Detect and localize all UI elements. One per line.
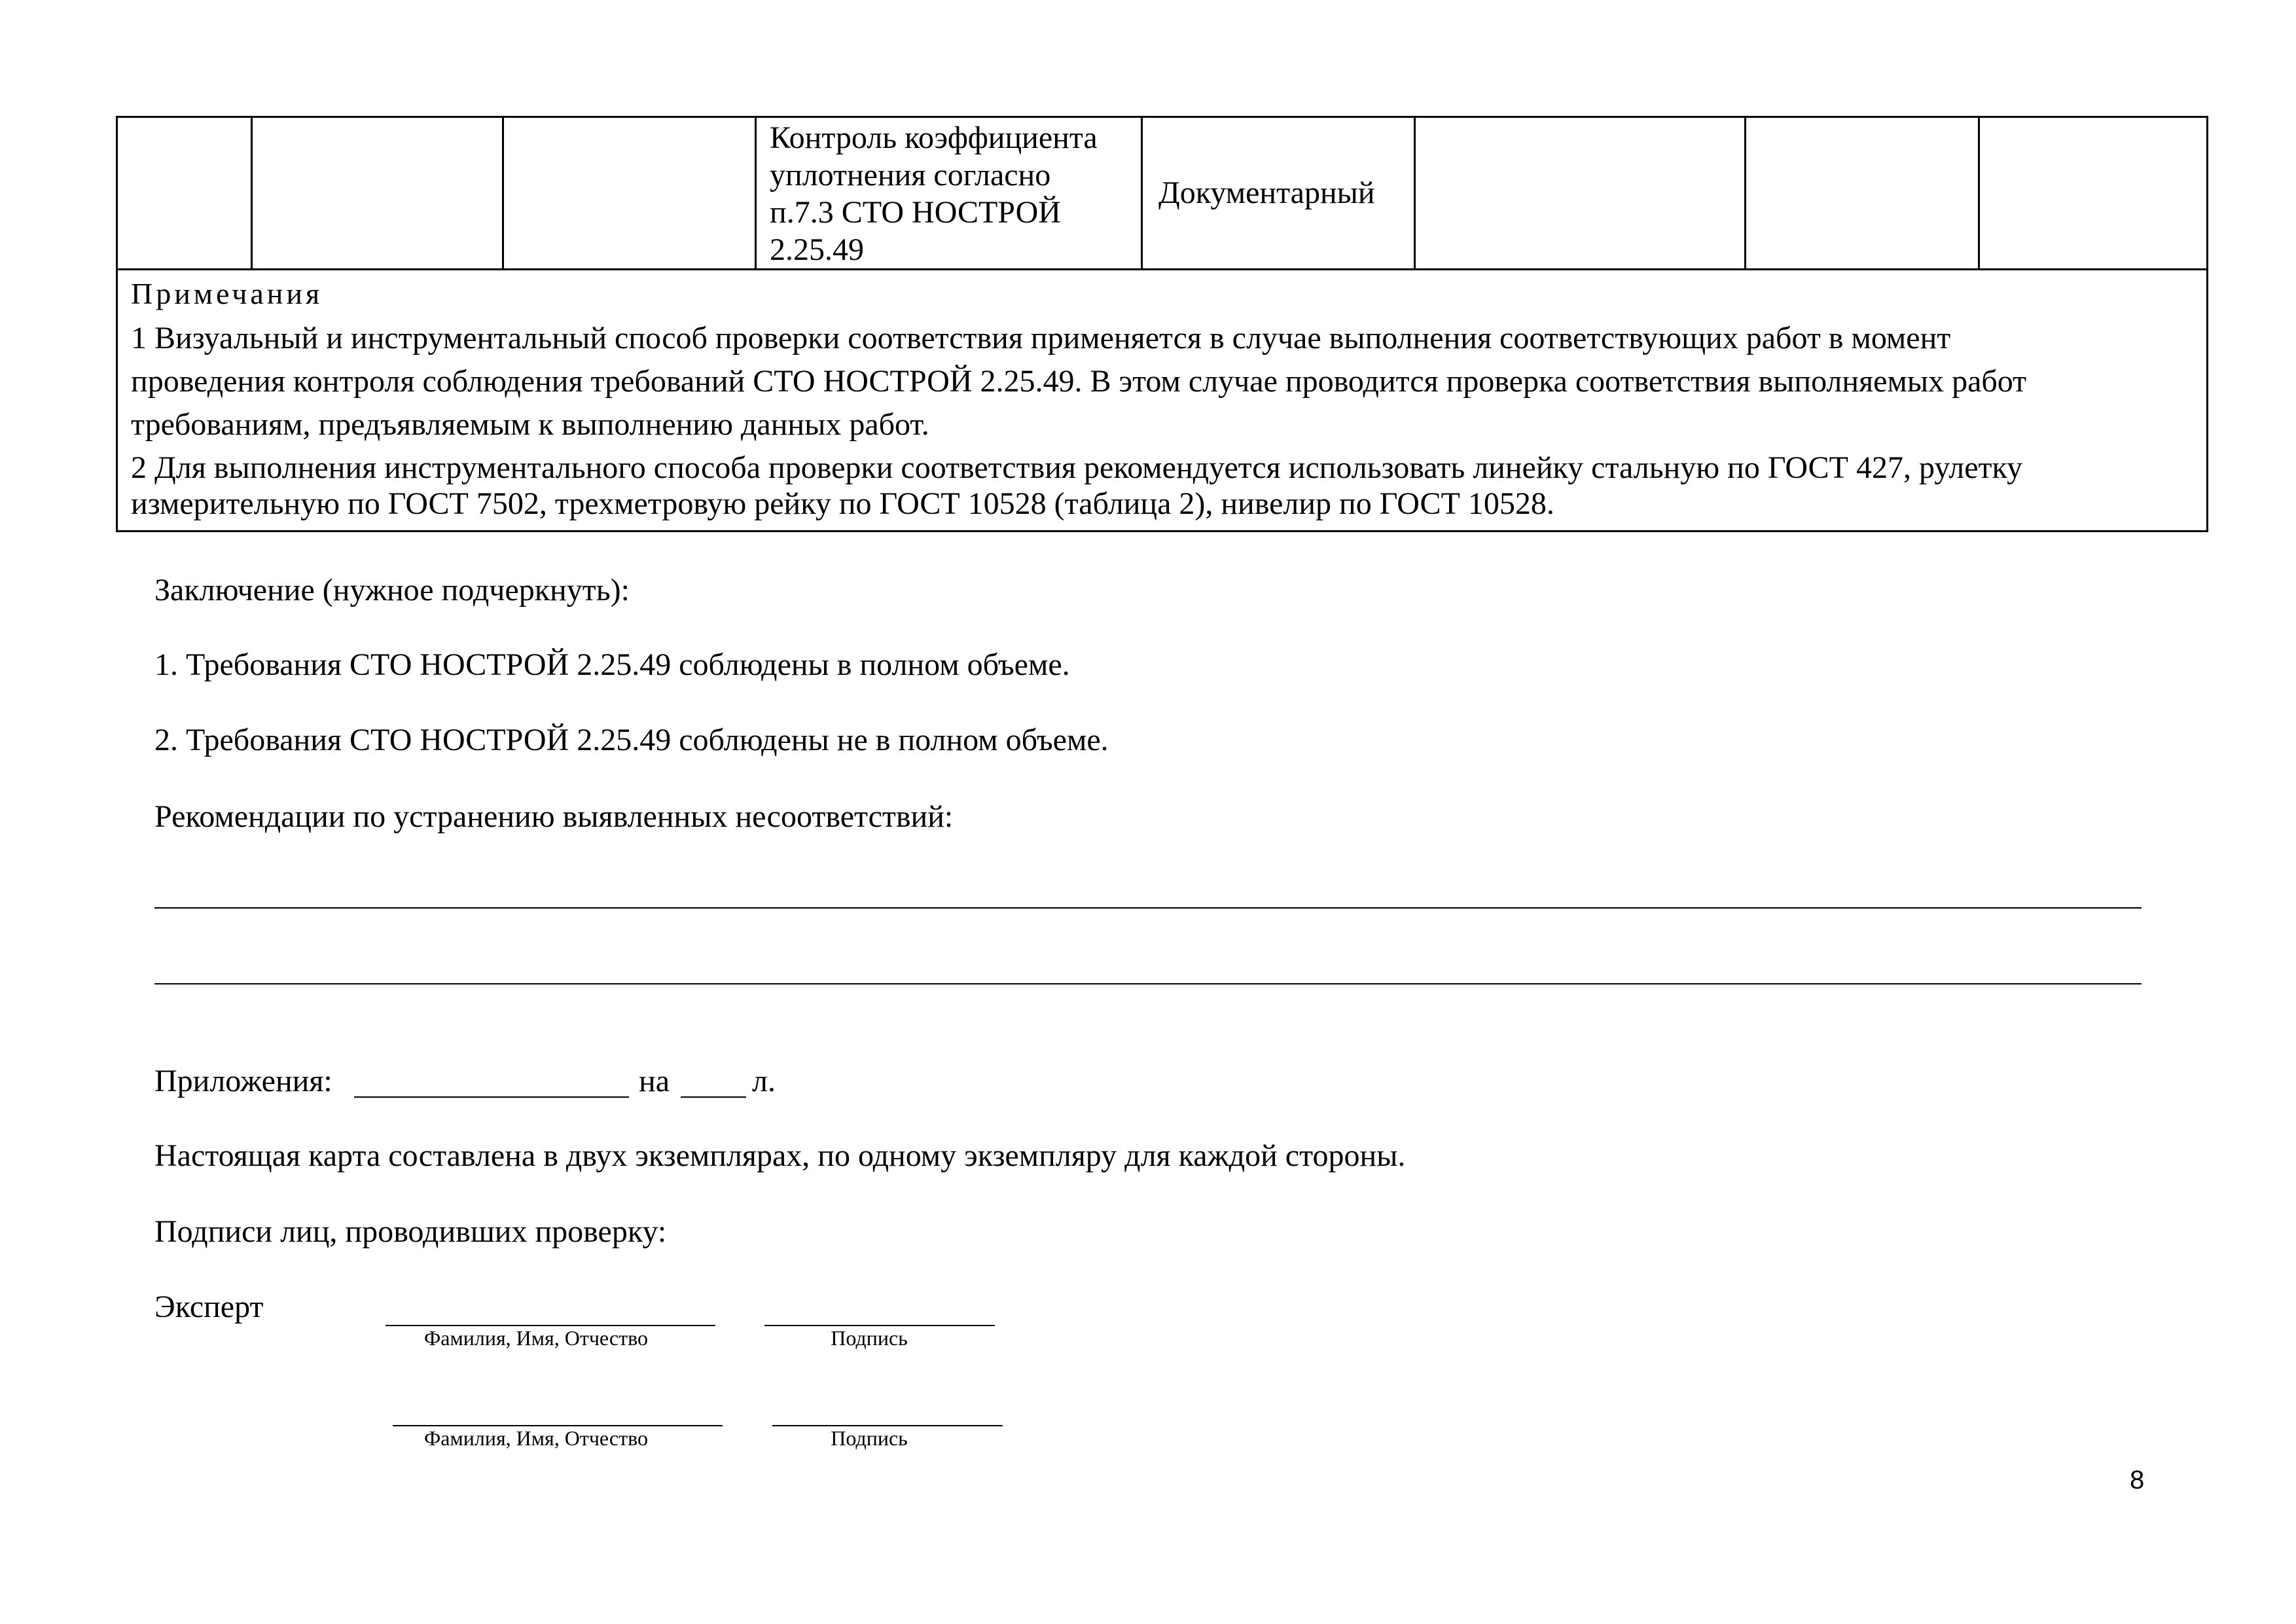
conclusion-option-2: 2. Требования СТО НОСТРОЙ 2.25.49 соблюдены не в полном объеме. [154, 723, 1109, 757]
copies-text: Настоящая карта составлена в двух экземплярах, по одному экземпляру для каждой стороны. [154, 1138, 1406, 1173]
column-separator [1141, 116, 1143, 270]
table-cell-control-line: Контроль коэффициента [770, 120, 1098, 155]
attachments-on: на [639, 1064, 670, 1098]
row-divider [116, 268, 2208, 270]
column-separator [755, 116, 757, 270]
note-line: требованиям, предъявляемым к выполнению данных работ. [131, 407, 929, 442]
attachments-sheet-count-blank [681, 1096, 746, 1098]
note-line: проведения контроля соблюдения требований СТО НОСТРОЙ 2.25.49. В этом случае проводится проверка соответствия выполняемых работ [131, 364, 2027, 399]
name-caption: Фамилия, Имя, Отчество [423, 1426, 648, 1450]
table-cell-control-line: уплотнения согласно [770, 158, 1051, 192]
inspection-table [116, 116, 2208, 532]
name-caption: Фамилия, Имя, Отчество [423, 1326, 648, 1350]
column-separator [1744, 116, 1746, 270]
page-number: 8 [2130, 1466, 2145, 1494]
notes-title: Примечания [131, 277, 323, 310]
attachments-label: Приложения: [154, 1064, 332, 1098]
table-cell-method: Документарный [1158, 175, 1375, 210]
table-bottom-border [116, 530, 2208, 532]
recommendations-blank-line [154, 907, 2142, 909]
signatures-heading: Подписи лиц, проводивших проверку: [154, 1214, 667, 1249]
column-separator [1414, 116, 1416, 270]
expert-label: Эксперт [154, 1290, 264, 1324]
recommendations-blank-line [154, 983, 2142, 984]
note-line: 2 Для выполнения инструментального способа проверки соответствия рекомендуется использовать линейку стальную по ГОСТ 427, рулетку [131, 450, 2023, 485]
recommendations-heading: Рекомендации по устранению выявленных несоответствий: [154, 799, 954, 834]
note-line: 1 Визуальный и инструментальный способ проверки соответствия применяется в случае выполнения соответствующих работ в момент [131, 321, 1951, 355]
column-separator [502, 116, 504, 270]
signature-caption: Подпись [831, 1326, 908, 1350]
column-separator [251, 116, 253, 270]
table-cell-control-line: п.7.3 СТО НОСТРОЙ [770, 195, 1061, 230]
note-line: измерительную по ГОСТ 7502, трехметровую рейку по ГОСТ 10528 (таблица 2), нивелир по ГОСТ 10528. [131, 486, 1554, 521]
conclusion-option-1: 1. Требования СТО НОСТРОЙ 2.25.49 соблюдены в полном объеме. [154, 647, 1070, 682]
table-right-border [2206, 116, 2208, 532]
attachments-blank [354, 1096, 629, 1098]
table-top-border [116, 116, 2208, 118]
conclusion-heading: Заключение (нужное подчеркнуть): [154, 573, 630, 607]
attachments-sheets: л. [752, 1064, 776, 1098]
signature-caption: Подпись [831, 1426, 908, 1450]
table-cell-control-line: 2.25.49 [770, 232, 864, 267]
column-separator [1978, 116, 1980, 270]
table-left-border [116, 116, 118, 532]
